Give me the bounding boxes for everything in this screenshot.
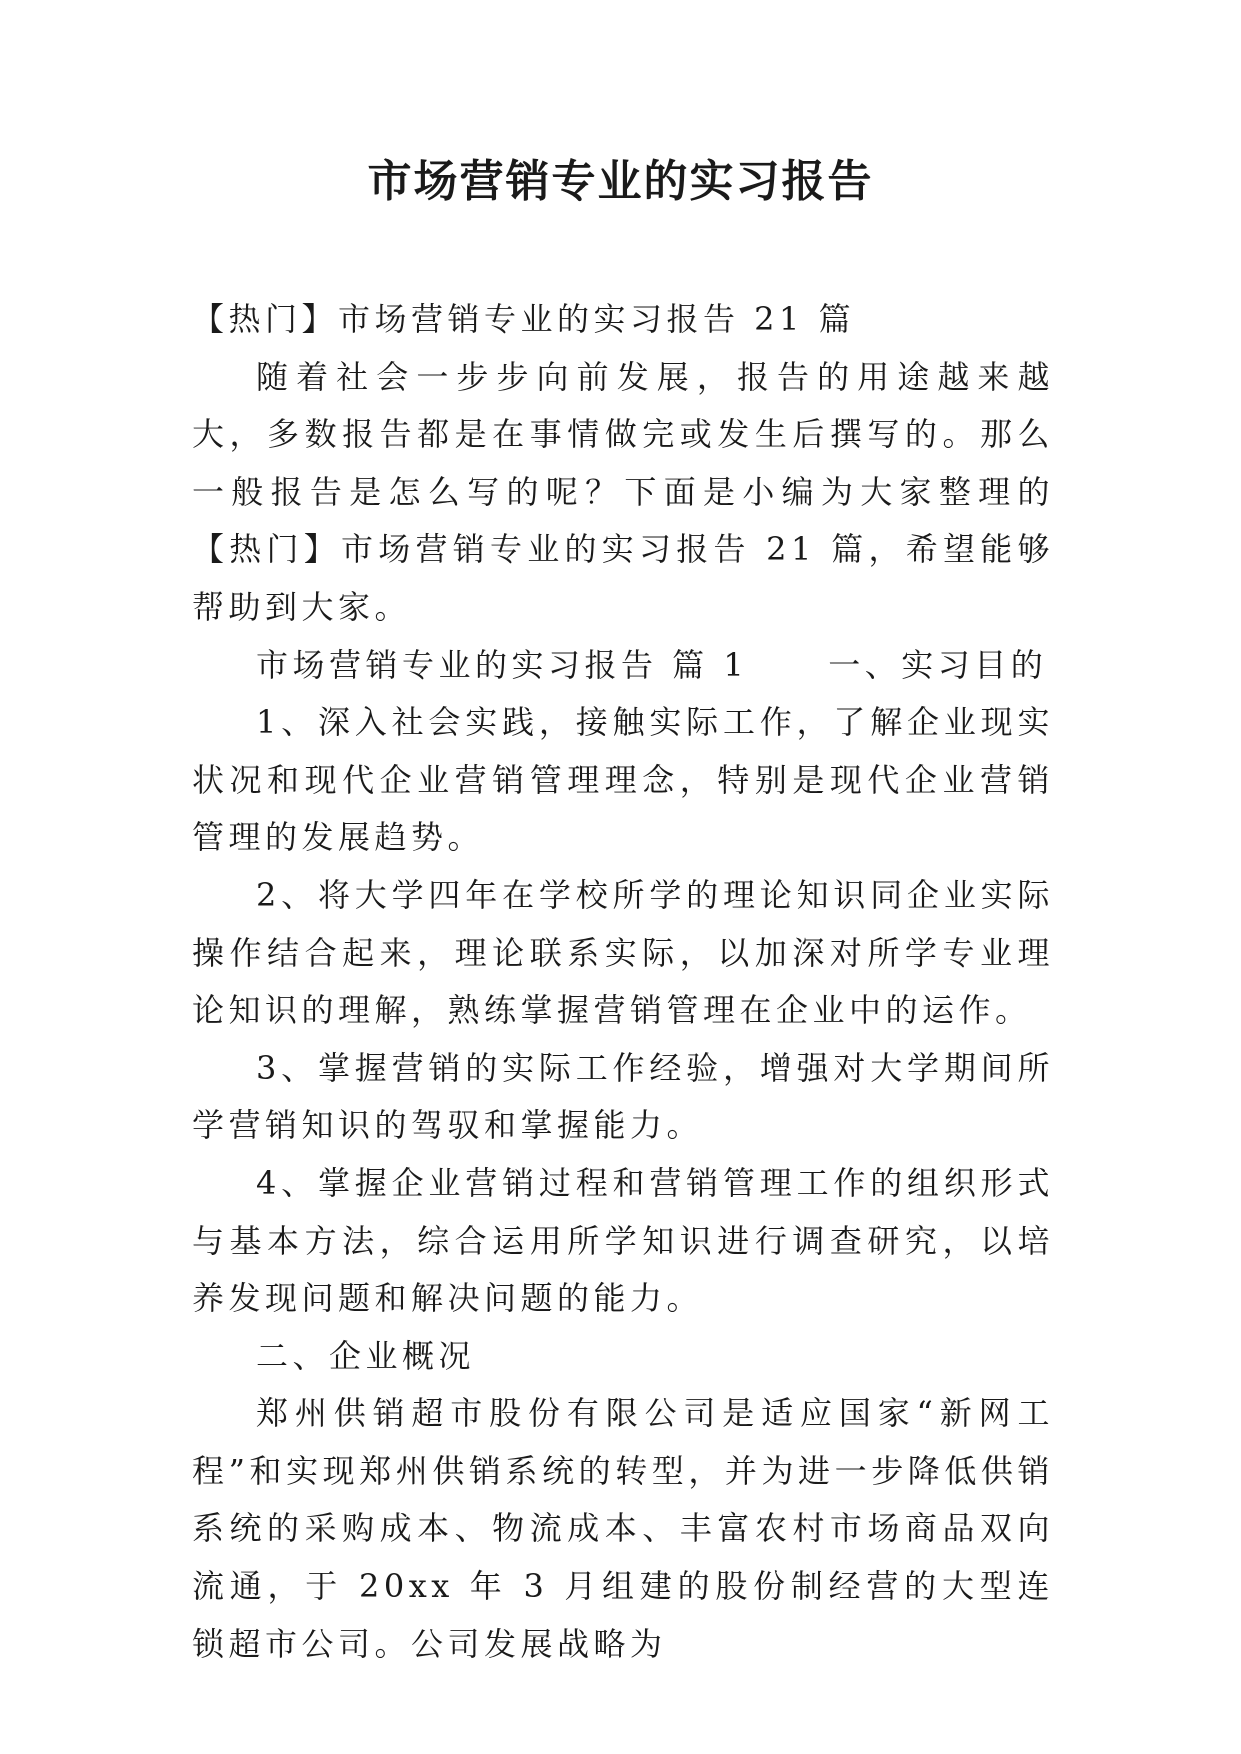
- article-label: 市场营销专业的实习报告 篇 1: [256, 645, 749, 684]
- section-heading-purpose: 一、实习目的: [828, 645, 1048, 684]
- purpose-item-4: 4、掌握企业营销过程和营销管理工作的组织形式与基本方法，综合运用所学知识进行调查研究，以培养发现问题和解决问题的能力。: [192, 1163, 1054, 1318]
- purpose-item-3: 3、掌握营销的实际工作经验，增强对大学期间所学营销知识的驾驭和掌握能力。: [192, 1048, 1054, 1145]
- intro-paragraph: 随着社会一步步向前发展，报告的用途越来越大，多数报告都是在事情做完或发生后撰写的。那么一般报告是怎么写的呢？下面是小编为大家整理的【热门】市场营销专业的实习报告 21 篇，希望能够帮助到大家。: [192, 357, 1054, 626]
- section-heading-line: [192, 637, 1054, 695]
- document-body: [192, 291, 1054, 1673]
- company-paragraph: 郑州供销超市股份有限公司是适应国家“新网工程”和实现郑州供销系统的转型，并为进一步降低供销系统的采购成本、物流成本、丰富农村市场商品双向流通，于 20xx 年 3 月组建的股份制经营的大型连锁超市公司。公司发展战略为: [192, 1394, 1054, 1663]
- section-heading-company: 二、企业概况: [256, 1336, 476, 1375]
- purpose-item-2: 2、将大学四年在学校所学的理论知识同企业实际操作结合起来，理论联系实际，以加深对所学专业理论知识的理解，熟练掌握营销管理在企业中的运作。: [192, 875, 1054, 1030]
- purpose-item-1: 1、深入社会实践，接触实际工作，了解企业现实状况和现代企业营销管理理念，特别是现代企业营销管理的发展趋势。: [192, 703, 1054, 857]
- document-subtitle: 【热门】市场营销专业的实习报告 21 篇: [192, 300, 856, 338]
- document-title: 市场营销专业的实习报告: [367, 156, 874, 207]
